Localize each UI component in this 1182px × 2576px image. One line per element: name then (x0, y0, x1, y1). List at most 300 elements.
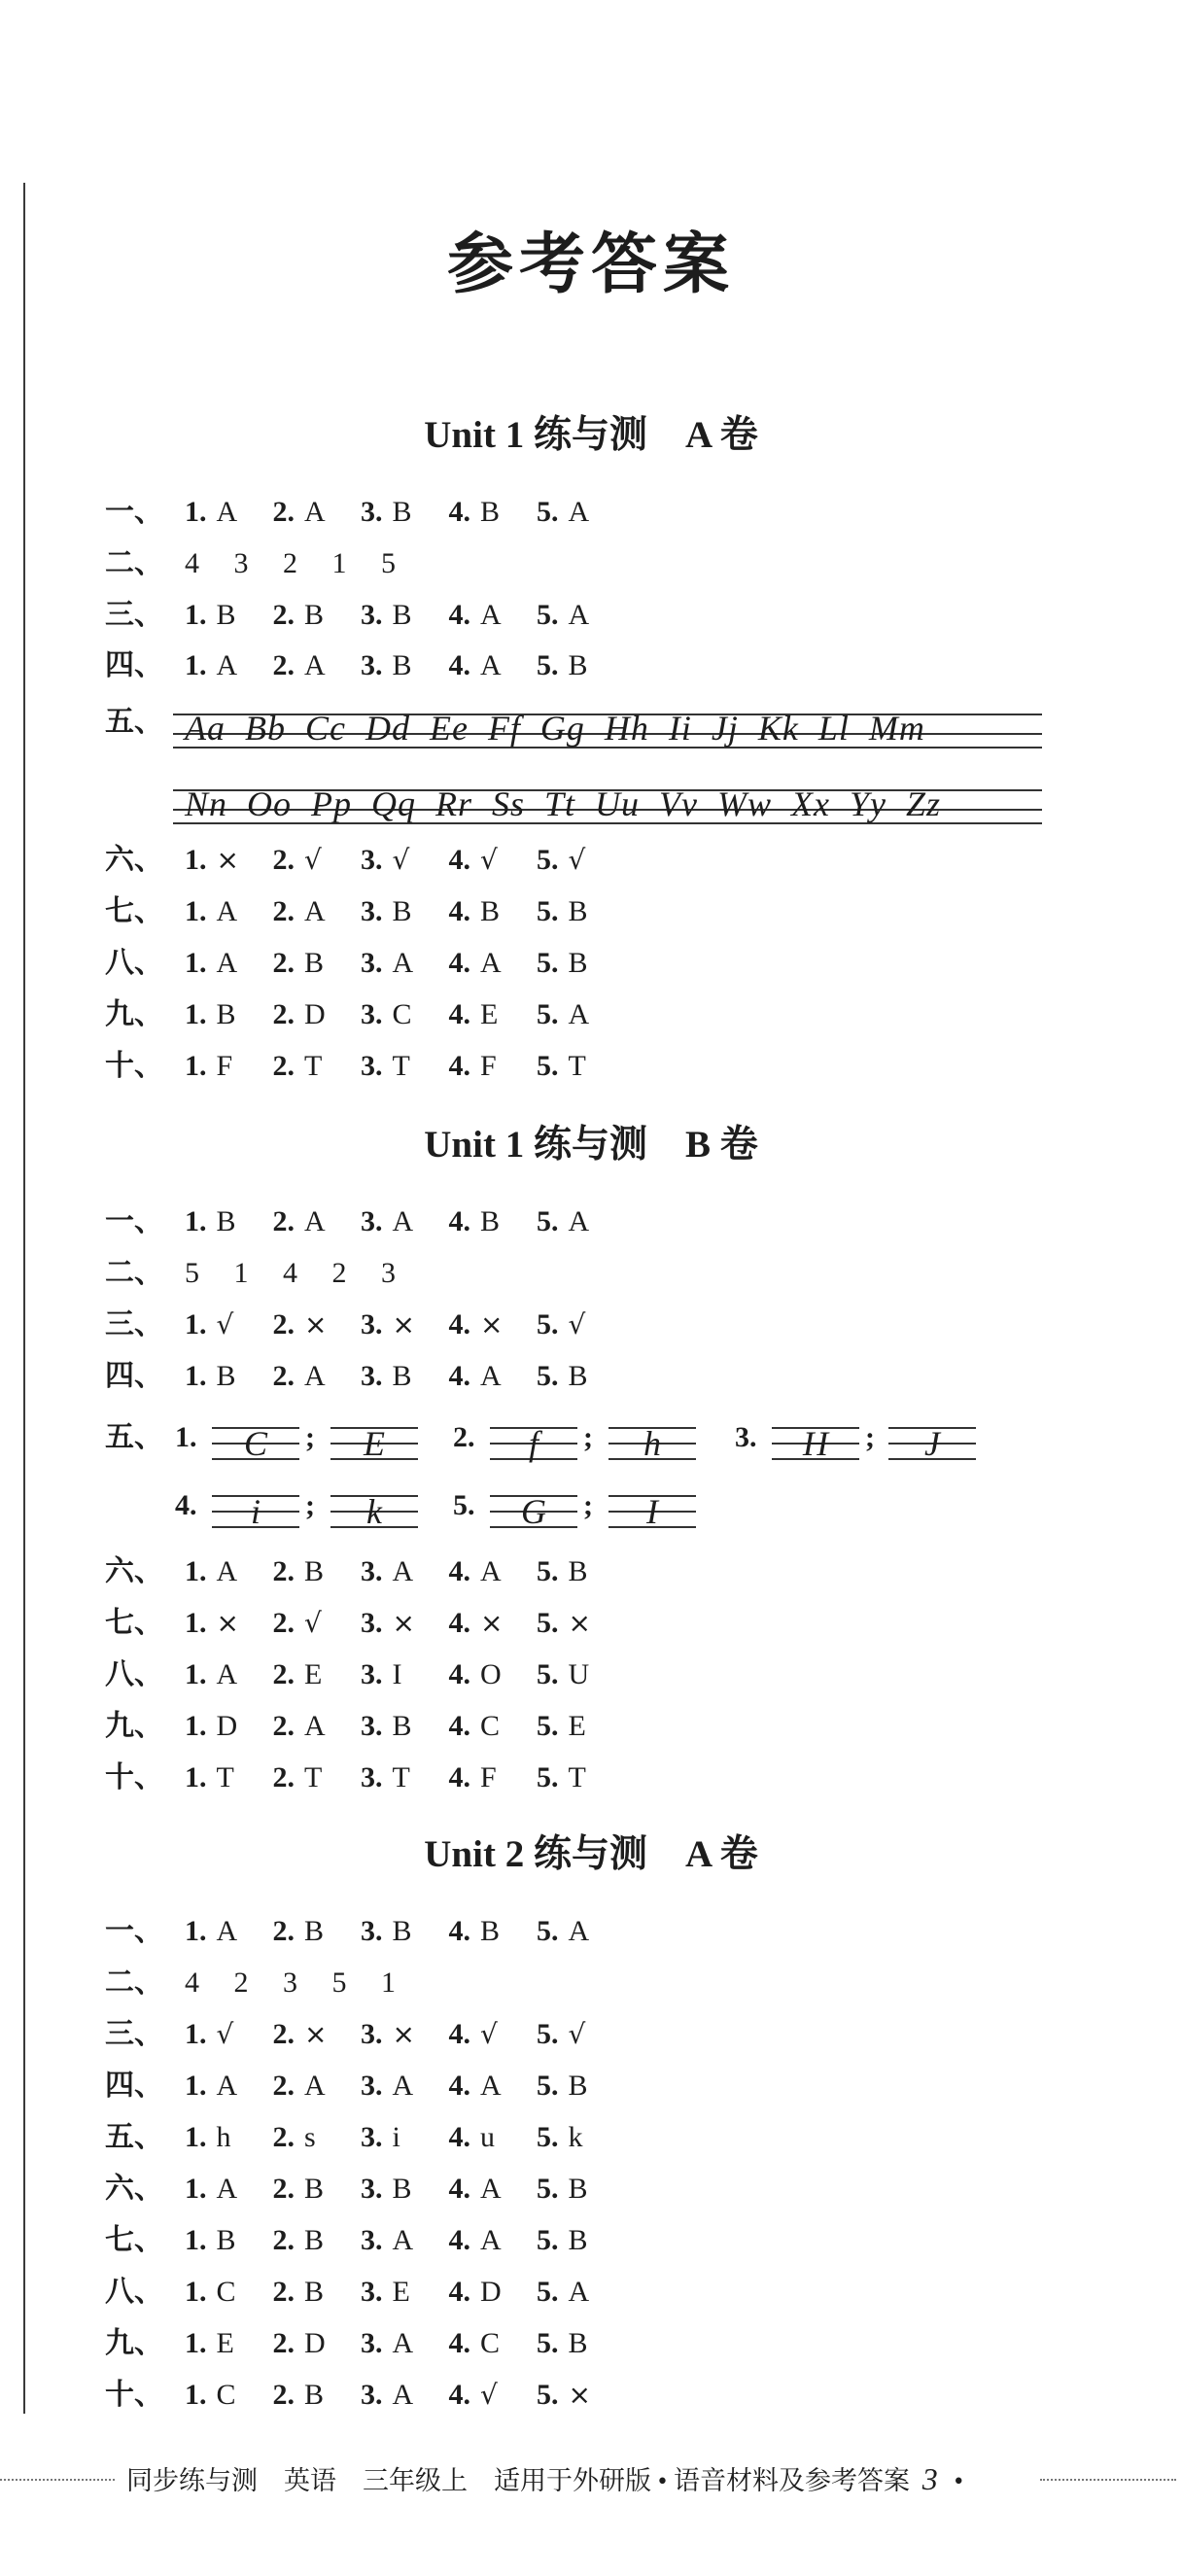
item-number: 4. (448, 2121, 470, 2153)
item-answer: √ (480, 2379, 498, 2411)
item-number: 5. (537, 2070, 559, 2102)
item-number: 4. (175, 1489, 197, 1521)
question-label: 八、 (105, 2276, 163, 2308)
written-letter: i (250, 1492, 261, 1531)
item-answer: B (304, 1555, 325, 1587)
sequence-answer: 4 2 3 5 1 (185, 1967, 409, 1999)
item-answer: A (304, 1710, 326, 1742)
answer-row (105, 1205, 625, 1238)
item-answer: A (568, 2276, 590, 2308)
item-number: 1. (185, 844, 207, 876)
item-answer: A (216, 895, 238, 927)
item-number: 4. (448, 947, 470, 979)
item-number: 2. (272, 2121, 295, 2153)
item-number: 3. (361, 1555, 383, 1587)
item-answer: A (304, 895, 326, 927)
item-number: 2. (272, 2276, 295, 2308)
answer-row (105, 844, 625, 877)
item-answer: A (216, 496, 238, 528)
item-answer: F (216, 1050, 233, 1082)
writing-box (330, 1417, 418, 1472)
item-number: 3. (361, 1050, 383, 1082)
item-answer: B (216, 2224, 236, 2256)
item-number: 5. (537, 496, 559, 528)
item-number: 1. (175, 1421, 197, 1453)
item-number: 4. (448, 2224, 470, 2256)
item-number: 4. (448, 2327, 470, 2359)
item-number: 1. (185, 1555, 207, 1587)
item-answer: × (304, 1308, 328, 1340)
writing-box (330, 1485, 418, 1540)
item-answer: B (216, 1205, 236, 1237)
written-letter: k (366, 1492, 382, 1531)
item-number: 4. (448, 1607, 470, 1639)
item-answer: D (304, 998, 326, 1030)
item-number: 3. (361, 2173, 383, 2205)
item-answer: B (304, 1915, 325, 1947)
item-number: 5. (537, 998, 559, 1030)
item-number: 5. (537, 2276, 559, 2308)
item-number: 3. (361, 599, 383, 631)
question-label: 九、 (105, 1710, 163, 1742)
item-answer: B (392, 649, 412, 681)
question-label: 二、 (105, 547, 163, 579)
item-answer: A (216, 2070, 238, 2102)
item-number: 5. (537, 2379, 559, 2411)
alphabet-letters: Aa Bb Cc Dd Ee Ff Gg Hh Ii Jj Kk Ll Mm (185, 709, 925, 748)
item-answer: B (480, 496, 501, 528)
item-number: 1. (185, 895, 207, 927)
section-heading: Unit 1 练与测 A 卷 (424, 414, 758, 456)
item-answer: √ (392, 844, 410, 876)
item-number: 5. (453, 1489, 475, 1521)
item-number: 1. (185, 2070, 207, 2102)
item-number: 3. (735, 1421, 757, 1453)
item-number: 5. (537, 1308, 559, 1340)
item-answer: B (392, 1710, 412, 1742)
item-number: 4. (448, 1555, 470, 1587)
answer-row (105, 1710, 625, 1743)
item-number: 1. (185, 1050, 207, 1082)
question-label: 二、 (105, 1967, 163, 1999)
item-number: 4. (448, 1658, 470, 1690)
item-number: 1. (185, 2379, 207, 2411)
item-answer: A (216, 1915, 238, 1947)
item-number: 1. (185, 2018, 207, 2050)
item-number: 4. (448, 1308, 470, 1340)
question-label: 一、 (105, 1205, 163, 1237)
item-answer: C (216, 2379, 236, 2411)
item-answer: k (568, 2121, 583, 2153)
separator: ; (583, 1421, 593, 1453)
item-answer: O (480, 1658, 502, 1690)
item-number: 4. (448, 1915, 470, 1947)
item-answer: A (568, 1205, 590, 1237)
item-answer: B (568, 2070, 588, 2102)
item-number: 3. (361, 1308, 383, 1340)
item-number: 3. (361, 947, 383, 979)
item-answer: A (304, 649, 326, 681)
item-number: 5. (537, 947, 559, 979)
writing-box (212, 1485, 299, 1540)
item-answer: B (304, 599, 325, 631)
footer-dots-left (0, 2479, 115, 2481)
question-label: 六、 (105, 2173, 163, 2205)
item-number: 5. (537, 1658, 559, 1690)
item-number: 3. (361, 496, 383, 528)
answer-row (105, 547, 409, 580)
item-answer: √ (480, 2018, 498, 2050)
footer (0, 2459, 1182, 2498)
item-answer: A (392, 2224, 414, 2256)
item-answer: A (216, 649, 238, 681)
answer-row (105, 1555, 625, 1588)
answer-row (105, 1308, 625, 1341)
item-number: 3. (361, 998, 383, 1030)
answer-row (105, 1360, 625, 1393)
question-label: 二、 (105, 1257, 163, 1289)
item-number: 1. (185, 649, 207, 681)
separator: ; (305, 1421, 315, 1453)
item-number: 5. (537, 1710, 559, 1742)
item-answer: B (216, 998, 236, 1030)
item-number: 3. (361, 2276, 383, 2308)
item-answer: A (216, 1555, 238, 1587)
item-number: 4. (448, 2173, 470, 2205)
item-answer: × (392, 1607, 415, 1639)
item-answer: √ (568, 2018, 586, 2050)
item-answer: × (216, 844, 239, 876)
question-label: 八、 (105, 947, 163, 979)
item-number: 3. (361, 2018, 383, 2050)
item-number: 1. (185, 1710, 207, 1742)
item-number: 2. (272, 844, 295, 876)
item-answer: A (568, 496, 590, 528)
item-answer: U (568, 1658, 590, 1690)
answer-row (105, 599, 625, 632)
item-answer: B (568, 2224, 588, 2256)
item-number: 5. (537, 2173, 559, 2205)
question-label: 十、 (105, 1761, 163, 1793)
item-number: 1. (185, 1360, 207, 1392)
item-answer: A (216, 947, 238, 979)
item-answer: E (304, 1658, 323, 1690)
item-answer: A (216, 2173, 238, 2205)
item-number: 2. (272, 2173, 295, 2205)
item-number: 5. (537, 1555, 559, 1587)
item-answer: u (480, 2121, 495, 2153)
answer-row (105, 895, 625, 928)
written-letter: G (521, 1492, 546, 1531)
item-number: 2. (272, 2224, 295, 2256)
question-label: 五、 (105, 1421, 163, 1453)
item-number: 1. (185, 1915, 207, 1947)
item-answer: B (568, 947, 588, 979)
item-number: 3. (361, 844, 383, 876)
item-number: 4. (448, 2018, 470, 2050)
sequence-answer: 5 1 4 2 3 (185, 1257, 409, 1289)
handwriting-line (173, 702, 1042, 760)
item-answer: A (392, 1555, 414, 1587)
item-number: 4. (448, 1360, 470, 1392)
item-answer: × (392, 1308, 415, 1340)
item-answer: D (480, 2276, 502, 2308)
item-answer: × (568, 1607, 591, 1639)
item-answer: A (568, 599, 590, 631)
item-number: 4. (448, 2379, 470, 2411)
item-answer: × (480, 1308, 504, 1340)
item-number: 2. (272, 947, 295, 979)
item-answer: B (568, 1360, 588, 1392)
item-answer: B (304, 2379, 325, 2411)
item-answer: B (392, 599, 412, 631)
item-number: 4. (448, 1050, 470, 1082)
item-answer: B (480, 1205, 501, 1237)
answer-row (105, 1257, 409, 1290)
answer-row (105, 1761, 625, 1794)
item-number: 4. (448, 1761, 470, 1793)
writing-box (212, 1417, 299, 1472)
item-number: 3. (361, 1205, 383, 1237)
item-answer: × (392, 2018, 415, 2050)
item-number: 4. (448, 844, 470, 876)
item-answer: B (568, 2327, 588, 2359)
item-number: 2. (272, 2379, 295, 2411)
item-answer: B (392, 496, 412, 528)
item-answer: A (480, 947, 502, 979)
footer-bullet: • (954, 2466, 963, 2495)
item-number: 1. (185, 599, 207, 631)
item-number: 5. (537, 2224, 559, 2256)
item-number: 1. (185, 2173, 207, 2205)
item-number: 3. (361, 1658, 383, 1690)
question-label: 一、 (105, 1915, 163, 1947)
item-answer: B (392, 1915, 412, 1947)
question-label: 七、 (105, 1607, 163, 1639)
answer-row (105, 2121, 625, 2154)
item-number: 4. (448, 496, 470, 528)
item-answer: C (480, 1710, 501, 1742)
writing-box (490, 1485, 577, 1540)
writing-box (490, 1417, 577, 1472)
item-number: 3. (361, 1761, 383, 1793)
item-answer: B (568, 1555, 588, 1587)
question-label: 三、 (105, 599, 163, 631)
answer-row (105, 496, 625, 529)
item-number: 3. (361, 895, 383, 927)
item-answer: B (216, 599, 236, 631)
item-number: 5. (537, 2121, 559, 2153)
item-answer: T (568, 1050, 586, 1082)
written-letter: H (803, 1424, 828, 1463)
answer-row (105, 2070, 625, 2103)
item-answer: × (216, 1607, 239, 1639)
item-answer: i (392, 2121, 400, 2153)
item-answer: A (480, 2173, 502, 2205)
item-answer: D (216, 1710, 238, 1742)
item-number: 2. (272, 1607, 295, 1639)
written-letter: h (643, 1424, 661, 1463)
item-number: 2. (272, 2070, 295, 2102)
answer-row (105, 998, 625, 1031)
item-number: 2. (272, 1915, 295, 1947)
item-answer: A (304, 2070, 326, 2102)
item-number: 3. (361, 2070, 383, 2102)
item-number: 2. (272, 599, 295, 631)
item-answer: B (568, 2173, 588, 2205)
answer-row (105, 1967, 409, 2000)
page-number: 3 (921, 2461, 938, 2496)
writing-box (772, 1417, 859, 1472)
question-label: 四、 (105, 649, 163, 681)
item-number: 4. (448, 1710, 470, 1742)
footer-text: 同步练与测 英语 三年级上 适用于外研版 • 语音材料及参考答案 (126, 2466, 910, 2495)
question-label: 五、 (105, 2121, 163, 2153)
writing-box (608, 1417, 696, 1472)
item-answer: A (392, 2327, 414, 2359)
item-number: 3. (361, 1607, 383, 1639)
item-number: 1. (185, 496, 207, 528)
question-label: 四、 (105, 1360, 163, 1392)
item-number: 4. (448, 599, 470, 631)
item-answer: h (216, 2121, 231, 2153)
item-answer: B (392, 1360, 412, 1392)
question-label: 一、 (105, 496, 163, 528)
item-answer: √ (480, 844, 498, 876)
item-number: 2. (272, 1360, 295, 1392)
writing-box (888, 1417, 976, 1472)
item-number: 3. (361, 1360, 383, 1392)
item-answer: F (480, 1050, 497, 1082)
item-answer: A (568, 998, 590, 1030)
answer-row (105, 1050, 625, 1083)
item-number: 2. (272, 1658, 295, 1690)
item-number: 1. (185, 2276, 207, 2308)
item-number: 3. (361, 1710, 383, 1742)
item-number: 1. (185, 2327, 207, 2359)
item-answer: A (216, 1658, 238, 1690)
item-number: 3. (361, 1915, 383, 1947)
item-number: 4. (448, 1205, 470, 1237)
question-label: 三、 (105, 1308, 163, 1340)
item-answer: A (304, 1205, 326, 1237)
item-answer: √ (216, 2018, 234, 2050)
item-number: 5. (537, 1050, 559, 1082)
item-answer: √ (304, 844, 322, 876)
item-number: 1. (185, 947, 207, 979)
item-number: 1. (185, 1308, 207, 1340)
answer-row (105, 2224, 625, 2257)
section-heading: Unit 2 练与测 A 卷 (424, 1833, 758, 1875)
item-answer: √ (304, 1607, 322, 1639)
item-answer: B (392, 895, 412, 927)
answer-row (105, 2276, 625, 2309)
answer-row (105, 1607, 625, 1640)
handwriting-line (173, 778, 1042, 836)
item-answer: A (392, 2070, 414, 2102)
item-answer: E (392, 2276, 410, 2308)
question-label: 四、 (105, 2070, 163, 2102)
item-answer: A (480, 2070, 502, 2102)
written-letter: J (924, 1424, 940, 1463)
item-number: 5. (537, 844, 559, 876)
item-answer: A (392, 1205, 414, 1237)
item-answer: √ (216, 1308, 234, 1340)
item-number: 3. (361, 2121, 383, 2153)
item-number: 2. (272, 2327, 295, 2359)
item-answer: A (392, 2379, 414, 2411)
item-number: 5. (537, 1360, 559, 1392)
question-label: 十、 (105, 1050, 163, 1082)
footer-text-line (126, 2459, 963, 2500)
item-number: 1. (185, 2121, 207, 2153)
item-number: 5. (537, 1607, 559, 1639)
item-number: 5. (537, 1205, 559, 1237)
item-number: 3. (361, 2379, 383, 2411)
item-number: 4. (448, 998, 470, 1030)
item-answer: A (304, 496, 326, 528)
item-answer: A (568, 1915, 590, 1947)
left-margin-rule (23, 183, 25, 2414)
item-number: 5. (537, 895, 559, 927)
page-title: 参考答案 (446, 227, 735, 301)
item-number: 1. (185, 1761, 207, 1793)
item-answer: B (304, 947, 325, 979)
item-number: 1. (185, 998, 207, 1030)
item-answer: B (304, 2173, 325, 2205)
item-answer: T (568, 1761, 586, 1793)
item-number: 5. (537, 2018, 559, 2050)
item-number: 4. (448, 649, 470, 681)
item-answer: B (480, 895, 501, 927)
item-number: 5. (537, 2327, 559, 2359)
item-answer: E (480, 998, 499, 1030)
item-number: 2. (272, 1555, 295, 1587)
item-number: 3. (361, 2224, 383, 2256)
item-answer: B (304, 2224, 325, 2256)
item-answer: T (216, 1761, 234, 1793)
item-answer: T (392, 1050, 410, 1082)
question-label: 六、 (105, 844, 163, 876)
question-label: 八、 (105, 1658, 163, 1690)
item-answer: B (392, 2173, 412, 2205)
item-answer: × (480, 1607, 504, 1639)
answer-row (105, 2327, 625, 2360)
item-number: 4. (448, 2276, 470, 2308)
item-answer: T (304, 1050, 323, 1082)
question-label: 九、 (105, 2327, 163, 2359)
answer-row (105, 649, 625, 682)
item-number: 3. (361, 2327, 383, 2359)
separator: ; (583, 1489, 593, 1521)
section-heading: Unit 1 练与测 B 卷 (424, 1124, 758, 1166)
item-number: 5. (537, 599, 559, 631)
item-answer: T (392, 1761, 410, 1793)
item-number: 2. (272, 496, 295, 528)
item-number: 2. (272, 1761, 295, 1793)
item-answer: B (568, 649, 588, 681)
item-answer: C (480, 2327, 501, 2359)
item-answer: B (304, 2276, 325, 2308)
item-number: 1. (185, 1205, 207, 1237)
alphabet-letters: Nn Oo Pp Qq Rr Ss Tt Uu Vv Ww Xx Yy Zz (185, 784, 941, 823)
item-answer: B (480, 1915, 501, 1947)
writing-box (608, 1485, 696, 1540)
item-answer: √ (568, 1308, 586, 1340)
separator: ; (865, 1421, 875, 1453)
item-answer: A (480, 649, 502, 681)
item-answer: A (480, 2224, 502, 2256)
